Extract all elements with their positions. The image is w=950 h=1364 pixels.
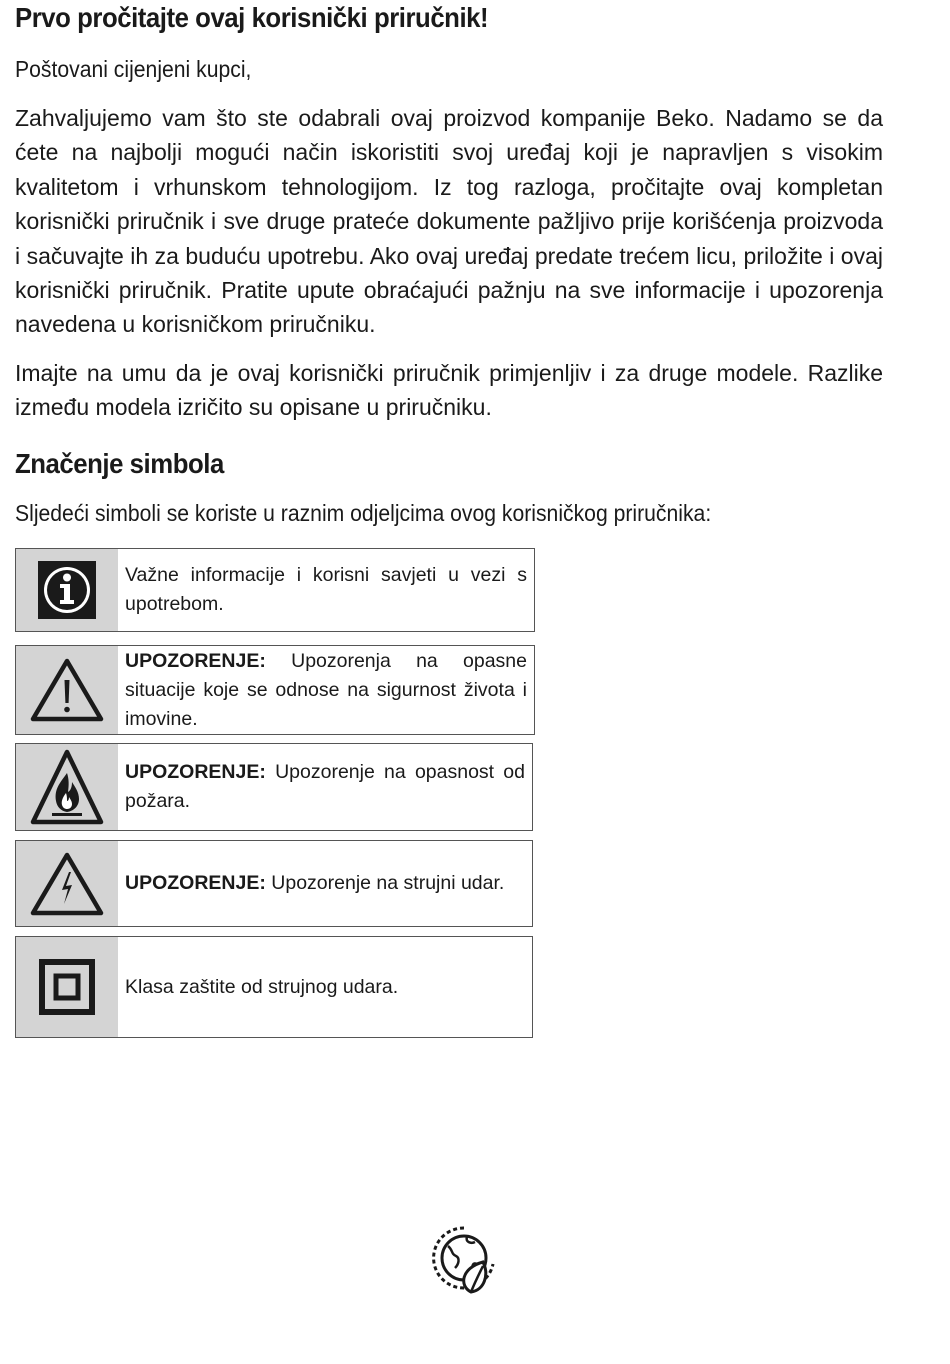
symbol-row-info xyxy=(15,548,535,632)
symbol-text: Upozorenja na opasne situacije koje se odnose na sigurnost života i imovine. xyxy=(125,649,527,730)
double-insulation-icon xyxy=(16,937,118,1037)
symbol-text: Upozorenje na strujni udar. xyxy=(265,872,505,894)
intro-paragraph: Zahvaljujemo vam što ste odabrali ovaj proizvod kompanije Beko. Nadamo se da ćete na najbolji mogući način iskoristiti svoj uređaj koji je napravljen s visokim kvalitetom i vrhunskom tehnologijom. Iz tog razloga, pročitajte ovaj kompletan korisnički priručnik i sve druge prateće dokumente pažljivo prije korišćenja proizvoda i sačuvajte ih za buduću upotrebu. Ako ovaj uređaj predate trećem licu, priložite i ovaj korisnički priručnik. Pratite upute obraćajući pažnju na sve informacije i upozorenja navedena u korisničkom priručniku. xyxy=(15,105,883,338)
symbol-row-electric-shock xyxy=(15,840,533,927)
symbol-row-fire-warning xyxy=(15,743,533,831)
symbol-label: UPOZORENJE: xyxy=(125,872,266,894)
symbol-text: Upozorenje na opasnost od požara. xyxy=(125,761,525,812)
symbol-label: UPOZORENJE: xyxy=(125,761,266,783)
greeting: Poštovani cijenjeni kupci, xyxy=(15,56,252,82)
electric-shock-icon xyxy=(16,841,118,926)
info-icon xyxy=(16,549,118,631)
symbols-heading: Značenje simbola xyxy=(15,448,224,479)
page-title: Prvo pročitajte ovaj korisnički priručnik! xyxy=(15,2,489,33)
eco-globe-leaf-icon xyxy=(431,1224,497,1301)
symbol-text: Klasa zaštite od strujnog udara. xyxy=(125,975,399,998)
symbol-label: UPOZORENJE: xyxy=(125,649,266,672)
models-note-paragraph: Imajte na umu da je ovaj korisnički priručnik primjenljiv i za druge modele. Razlike između modela izričito su opisane u priručniku. xyxy=(15,360,883,421)
symbol-row-protection-class xyxy=(15,936,533,1038)
symbols-intro: Sljedeći simboli se koriste u raznim odjeljcima ovog korisničkog priručnika: xyxy=(15,500,712,526)
fire-warning-icon xyxy=(16,744,118,830)
warning-icon xyxy=(16,646,118,734)
symbol-row-warning xyxy=(15,645,535,735)
symbol-text: Važne informacije i korisni savjeti u vezi s upotrebom. xyxy=(125,564,527,615)
